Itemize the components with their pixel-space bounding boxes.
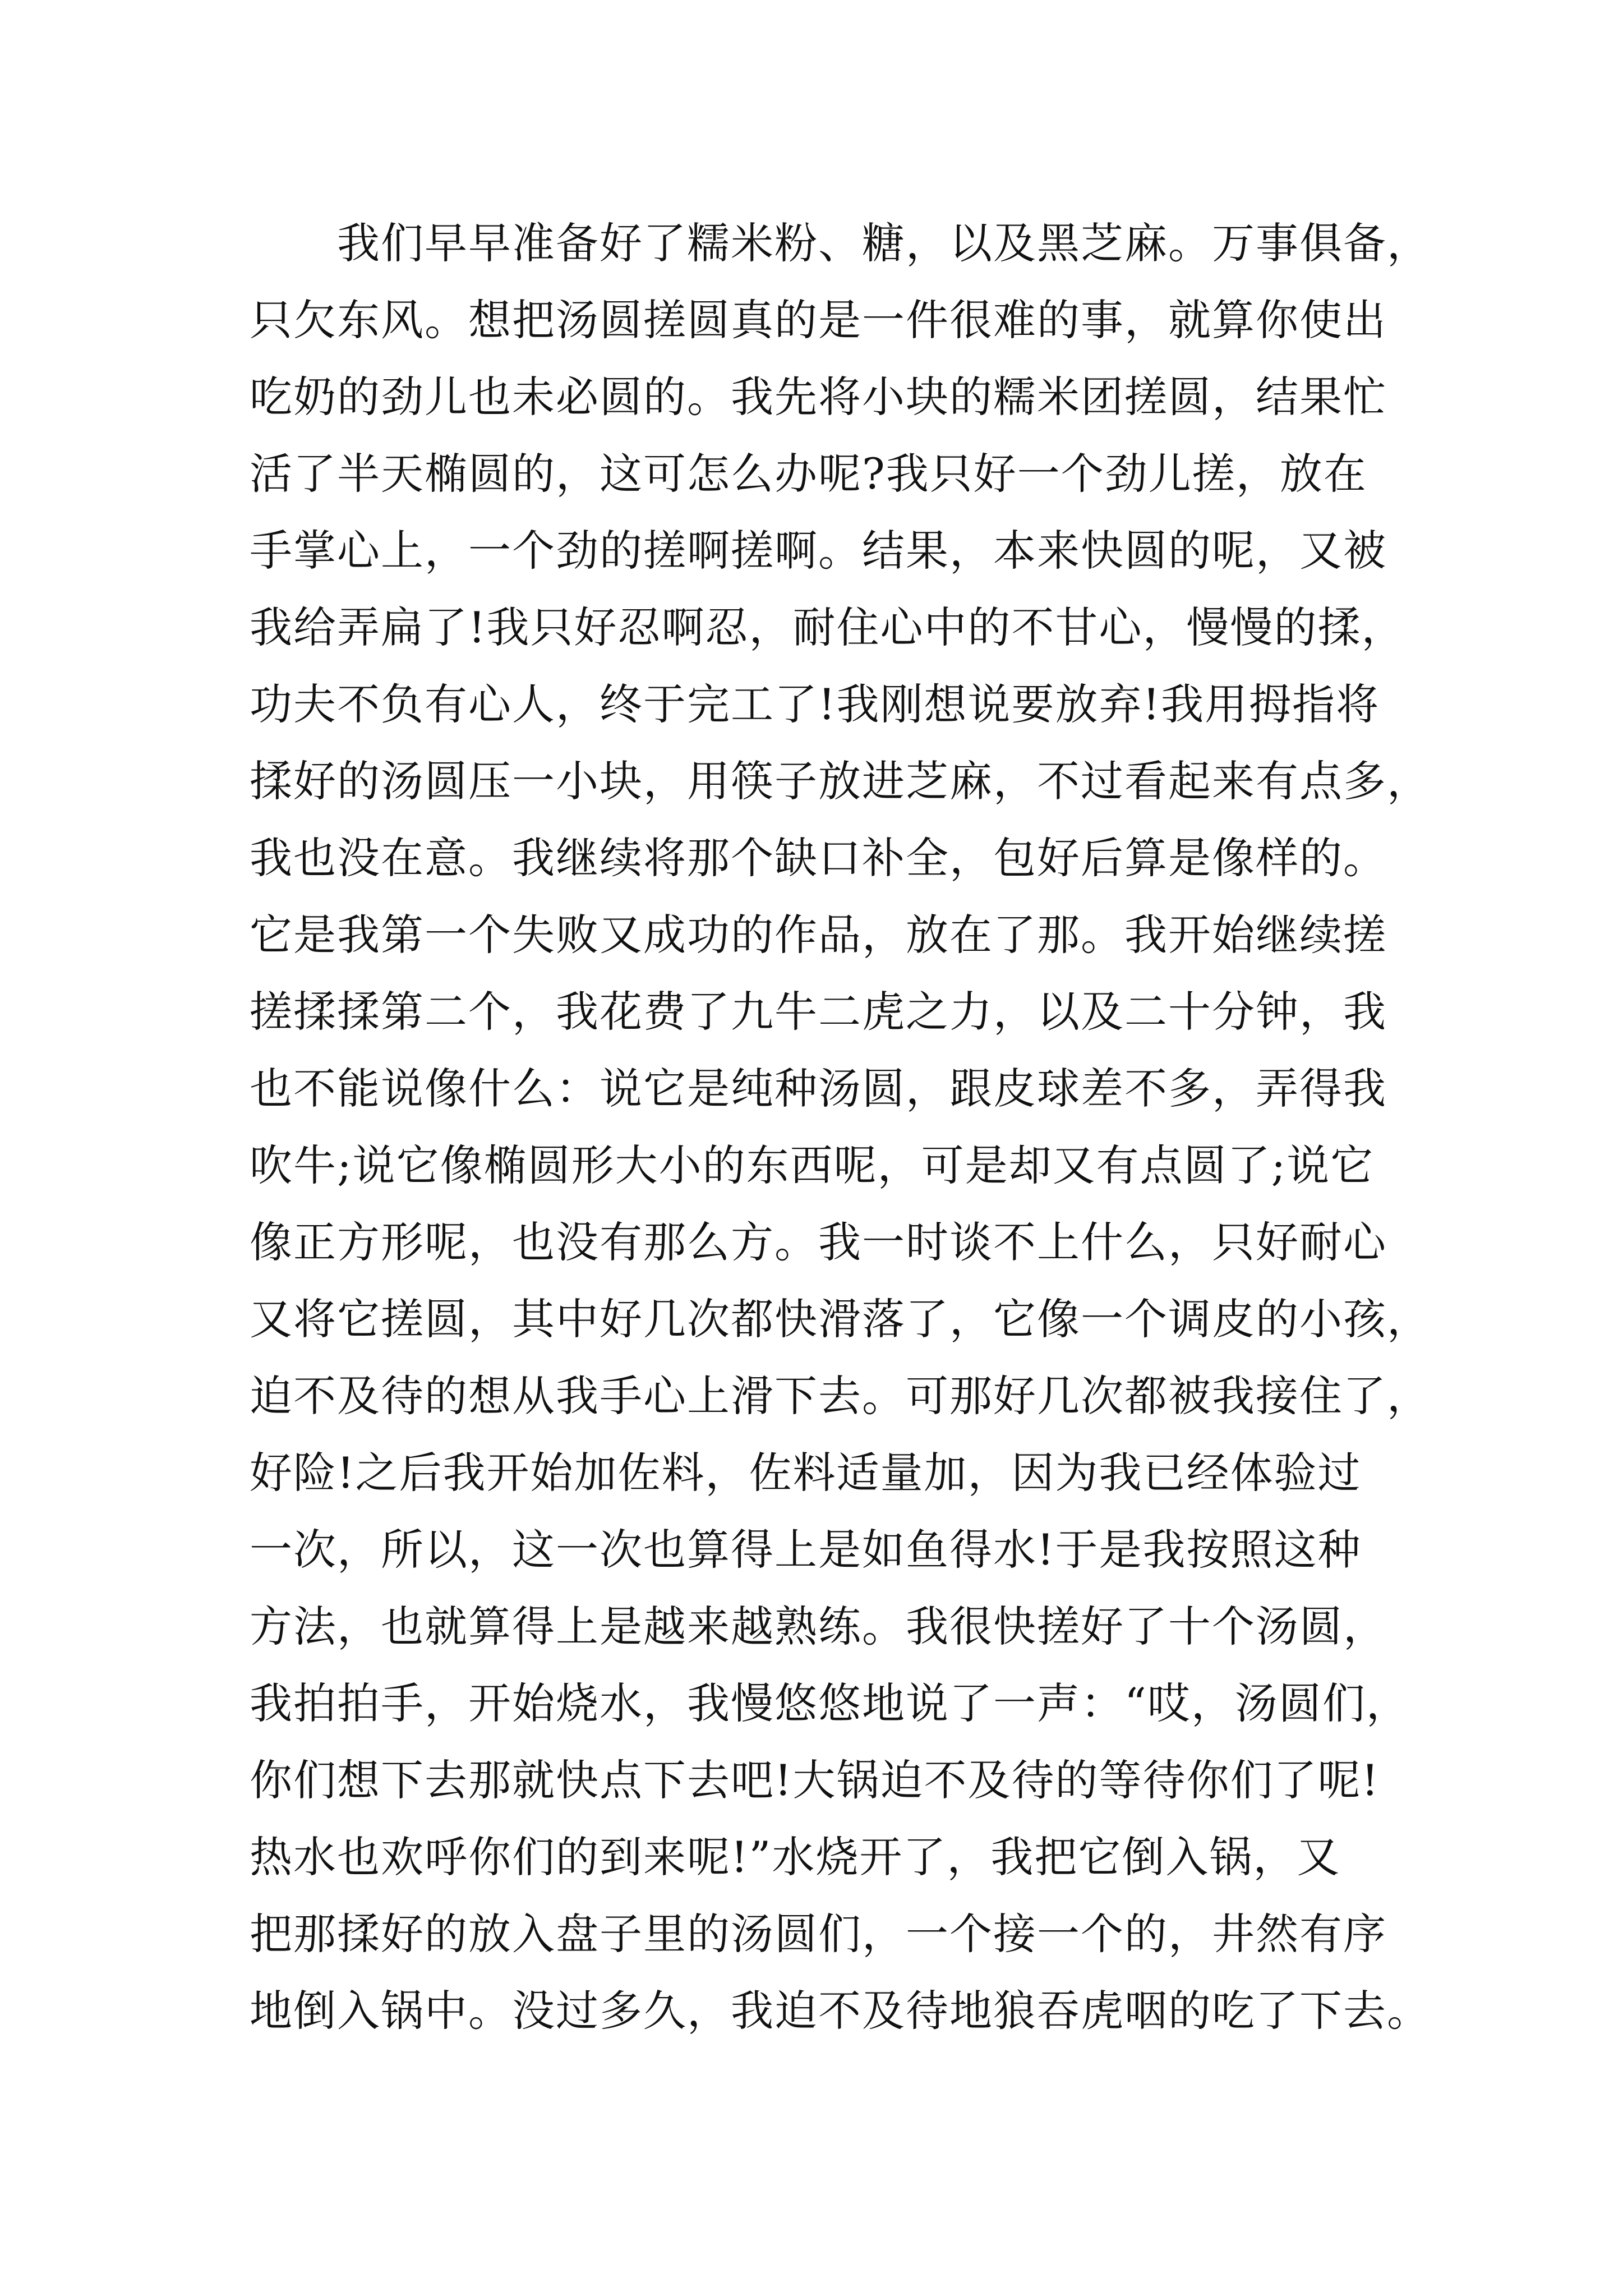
paragraph-line: 我拍拍手，开始烧水，我慢悠悠地说了一声：“哎，汤圆们， [250,1678,1410,1728]
paragraph-line: 好险!之后我开始加佐料，佐料适量加，因为我已经体验过 [250,1448,1362,1498]
paragraph-line: 我也没在意。我继续将那个缺口补全，包好后算是像样的。 [250,833,1387,883]
paragraph-line: 像正方形呢，也没有那么方。我一时谈不上什么，只好耐心 [250,1217,1387,1267]
paragraph-line: 我们早早准备好了糯米粉、糖，以及黑芝麻。万事俱备， [250,218,1431,268]
paragraph-line: 地倒入锅中。没过多久，我迫不及待地狼吞虎咽的吃了下去。 [250,1986,1431,2036]
paragraph-line: 把那揉好的放入盘子里的汤圆们，一个接一个的，井然有序 [250,1909,1387,1959]
paragraph-line: 活了半天椭圆的，这可怎么办呢?我只好一个劲儿搓，放在 [250,449,1367,499]
paragraph-line: 只欠东风。想把汤圆搓圆真的是一件很难的事，就算你使出 [250,295,1387,345]
paragraph-line: 揉好的汤圆压一小块，用筷子放进芝麻，不过看起来有点多， [250,756,1431,806]
paragraph-line: 方法，也就算得上是越来越熟练。我很快搓好了十个汤圆， [250,1602,1387,1651]
paragraph-line: 功夫不负有心人，终于完工了!我刚想说要放弃!我用拇指将 [250,679,1380,729]
paragraph-line: 我给弄扁了!我只好忍啊忍，耐住心中的不甘心，慢慢的揉， [250,602,1405,652]
paragraph-line: 又将它搓圆，其中好几次都快滑落了，它像一个调皮的小孩， [250,1294,1431,1344]
paragraph-line: 吹牛;说它像椭圆形大小的东西呢，可是却又有点圆了;说它 [250,1140,1375,1190]
paragraph-line: 你们想下去那就快点下去吧!大锅迫不及待的等待你们了呢! [250,1755,1380,1805]
paragraph-line: 也不能说像什么：说它是纯种汤圆，跟皮球差不多，弄得我 [250,1064,1387,1114]
paragraph-line: 迫不及待的想从我手心上滑下去。可那好几次都被我接住了， [250,1371,1431,1421]
paragraph-line: 它是我第一个失败又成功的作品，放在了那。我开始继续搓 [250,910,1387,960]
paragraph-line: 热水也欢呼你们的到来呢!”水烧开了，我把它倒入锅，又 [250,1832,1341,1882]
paragraph [250,205,1431,2049]
paragraph-line: 手掌心上，一个劲的搓啊搓啊。结果，本来快圆的呢，又被 [250,526,1387,576]
paragraph-line: 一次，所以，这一次也算得上是如鱼得水!于是我按照这种 [250,1525,1362,1575]
paragraph-line: 吃奶的劲儿也未必圆的。我先将小块的糯米团搓圆，结果忙 [250,372,1387,422]
paragraph-line: 搓揉揉第二个，我花费了九牛二虎之力，以及二十分钟，我 [250,987,1387,1037]
